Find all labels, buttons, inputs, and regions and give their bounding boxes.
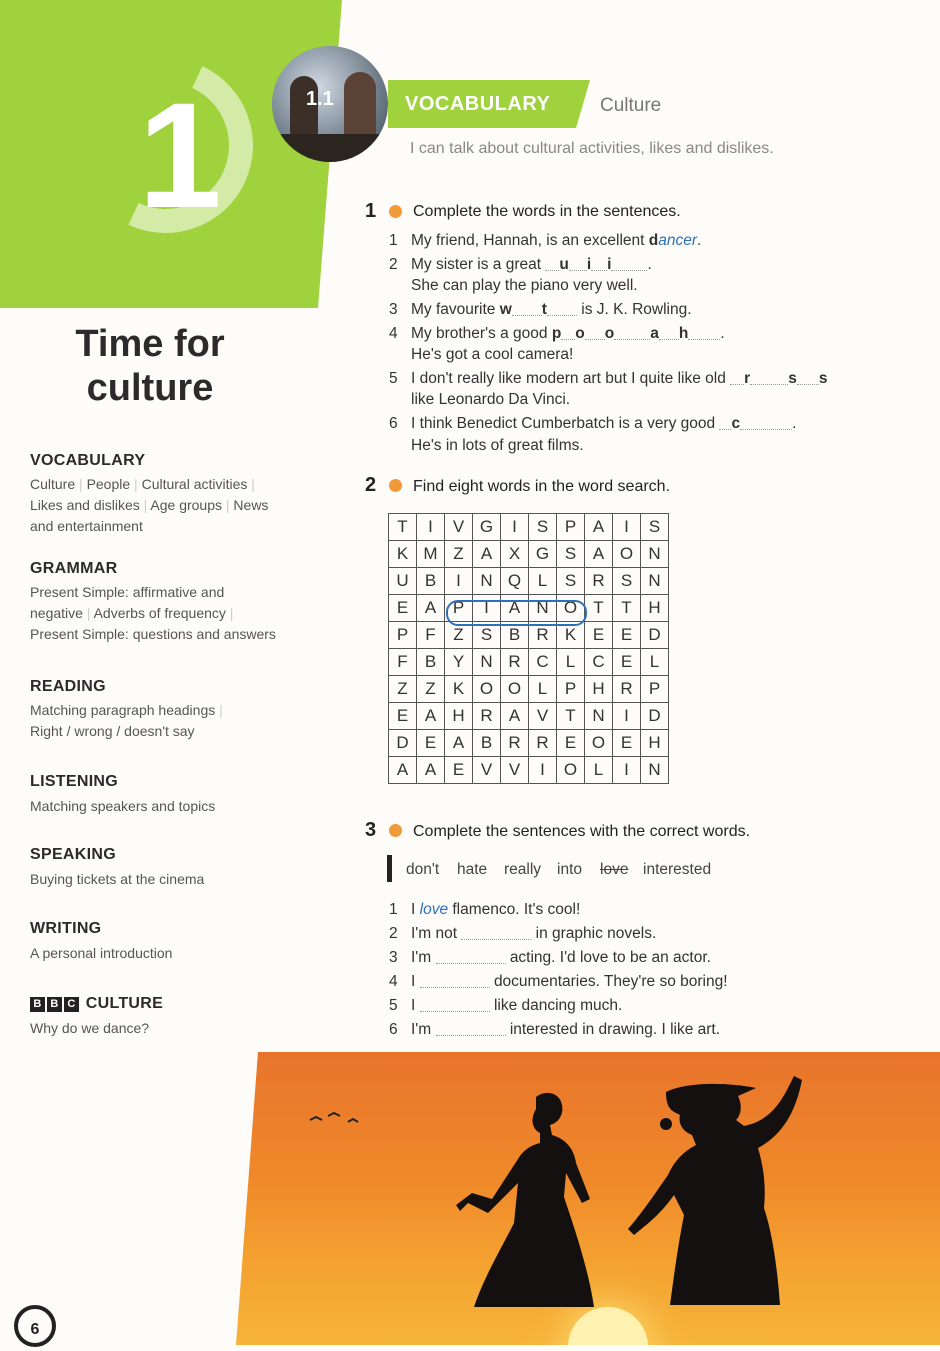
ex1-item-5[interactable]: 5 I don't really like modern art but I quite like old r s s <box>389 370 828 387</box>
ex1-item-3[interactable]: 3 My favourite w t is J. K. Rowling. <box>389 301 692 318</box>
writing-heading: WRITING <box>30 920 102 937</box>
vocabulary-topics: Culture | People | Cultural activities | Likes and dislikes | Age groups | News and entertainment <box>30 476 269 534</box>
word-search-cell[interactable]: T <box>557 703 585 730</box>
word-box-bar <box>387 855 392 882</box>
reading-heading: READING <box>30 678 106 695</box>
word-box-item: into <box>557 861 582 878</box>
word-search-cell[interactable]: L <box>529 676 557 703</box>
speaking-heading: SPEAKING <box>30 846 116 863</box>
word-search-cell[interactable]: N <box>473 568 501 595</box>
word-search-cell[interactable]: A <box>501 703 529 730</box>
word-search-cell[interactable]: X <box>501 541 529 568</box>
word-search-cell[interactable]: U <box>389 568 417 595</box>
word-search-cell[interactable]: S <box>473 622 501 649</box>
word-search-cell[interactable]: E <box>557 730 585 757</box>
ex1-item-6-cont: He's in lots of great films. <box>411 437 584 454</box>
word-search-cell[interactable]: L <box>585 757 613 784</box>
word-search-cell[interactable]: A <box>445 730 473 757</box>
word-search-cell[interactable]: M <box>417 541 445 568</box>
word-search-cell[interactable]: Z <box>445 622 473 649</box>
ex2-number: 2 <box>365 474 377 496</box>
word-search-cell[interactable]: V <box>529 703 557 730</box>
word-search-cell[interactable]: Z <box>445 541 473 568</box>
ex1-item-1: 1 My friend, Hannah, is an excellent dancer. <box>389 232 702 249</box>
word-search-cell[interactable]: A <box>417 757 445 784</box>
ex1-item-4-cont: He's got a cool camera! <box>411 346 574 363</box>
word-search-cell[interactable]: S <box>557 568 585 595</box>
word-search-row <box>389 514 669 541</box>
word-search-cell[interactable]: O <box>585 730 613 757</box>
word-search-cell[interactable]: S <box>641 514 669 541</box>
word-search-cell[interactable]: B <box>417 568 445 595</box>
word-search-cell[interactable]: E <box>585 622 613 649</box>
word-search-row <box>389 649 669 676</box>
bbc-culture-topics: Why do we dance? <box>30 1020 150 1036</box>
word-search-cell[interactable]: A <box>389 757 417 784</box>
word-search-cell[interactable]: R <box>473 703 501 730</box>
word-box-item: interested <box>643 861 712 878</box>
ex1-item-2[interactable]: 2 My sister is a great u i i . <box>389 256 652 273</box>
bbc-culture-heading: B B C CULTURE <box>30 995 163 1013</box>
word-search-cell[interactable]: I <box>501 514 529 541</box>
ex3-item-4[interactable]: 4 I documentaries. They're so boring! <box>389 973 728 990</box>
word-search-cell[interactable]: P <box>557 676 585 703</box>
word-search-cell[interactable]: L <box>641 649 669 676</box>
ex3-item-3[interactable]: 3 I'm acting. I'd love to be an actor. <box>389 949 711 966</box>
listening-heading: LISTENING <box>30 773 119 790</box>
word-search-cell[interactable]: H <box>641 595 669 622</box>
word-search-cell[interactable]: D <box>641 703 669 730</box>
speaking-topics: Buying tickets at the cinema <box>30 871 205 887</box>
word-search-cell[interactable]: V <box>501 757 529 784</box>
word-search-row <box>389 568 669 595</box>
word-search-cell[interactable]: E <box>613 649 641 676</box>
ex3-item-1: 1 I love flamenco. It's cool! <box>389 901 581 918</box>
word-search-cell[interactable]: I <box>613 703 641 730</box>
ex3-item-5[interactable]: 5 I like dancing much. <box>389 997 623 1014</box>
vocabulary-heading: VOCABULARY <box>30 452 146 469</box>
ex3-instruction: Complete the sentences with the correct words. <box>413 823 751 840</box>
word-search-cell[interactable]: I <box>529 757 557 784</box>
word-search-cell[interactable]: S <box>557 541 585 568</box>
ex3-bullet-icon <box>389 824 402 837</box>
ex1-item-5-cont: like Leonardo Da Vinci. <box>411 391 571 408</box>
ex1-instruction: Complete the words in the sentences. <box>413 203 681 220</box>
reading-topics: Matching paragraph headings | Right / wrong / doesn't say <box>30 702 223 739</box>
word-search-cell[interactable]: T <box>613 595 641 622</box>
word-box-item-used: love <box>600 861 629 878</box>
word-search-cell[interactable]: E <box>613 730 641 757</box>
word-search-cell[interactable]: N <box>529 595 557 622</box>
word-search-cell[interactable]: C <box>585 649 613 676</box>
word-search-cell[interactable]: A <box>473 541 501 568</box>
word-search-cell[interactable]: B <box>473 730 501 757</box>
page-number: 6 <box>14 1305 56 1347</box>
ex1-item-4[interactable]: 4 My brother's a good p o o a h . <box>389 325 725 342</box>
word-search-cell[interactable]: B <box>417 649 445 676</box>
word-search-cell[interactable]: G <box>473 514 501 541</box>
word-search-cell[interactable]: I <box>613 514 641 541</box>
ex2-instruction: Find eight words in the word search. <box>413 478 671 495</box>
ex2-bullet-icon <box>389 479 402 492</box>
word-search-cell[interactable]: A <box>501 595 529 622</box>
word-search-cell[interactable]: R <box>529 622 557 649</box>
word-search-cell[interactable]: N <box>641 757 669 784</box>
word-box-item: really <box>504 861 542 878</box>
word-search-cell[interactable]: L <box>557 649 585 676</box>
word-search-cell[interactable]: A <box>417 703 445 730</box>
word-search-row <box>389 757 669 784</box>
word-search-cell[interactable]: E <box>389 595 417 622</box>
bbc-logo-c: C <box>64 997 79 1012</box>
word-search-cell[interactable]: T <box>585 595 613 622</box>
word-search-cell[interactable]: N <box>641 568 669 595</box>
word-search-cell[interactable]: G <box>529 541 557 568</box>
word-search-row <box>389 541 669 568</box>
lesson-type: VOCABULARY <box>405 93 551 115</box>
word-search-cell[interactable]: A <box>417 595 445 622</box>
word-search-cell[interactable]: T <box>389 514 417 541</box>
word-search-cell[interactable]: R <box>529 730 557 757</box>
flamenco-dancers-photo <box>236 1052 940 1345</box>
grammar-topics: Present Simple: affirmative and negative | Adverbs of frequency | Present Simple: questions and answers <box>30 584 276 642</box>
word-search-cell[interactable]: E <box>417 730 445 757</box>
word-search-cell[interactable]: D <box>641 622 669 649</box>
word-search-cell[interactable]: E <box>613 622 641 649</box>
writing-topics: A personal introduction <box>30 945 173 961</box>
word-search-cell[interactable]: N <box>473 649 501 676</box>
listening-topics: Matching speakers and topics <box>30 798 216 814</box>
word-box-item: don't <box>406 861 440 878</box>
word-search-cell[interactable]: F <box>417 622 445 649</box>
word-box-item: hate <box>457 861 488 878</box>
word-search-cell[interactable]: K <box>389 541 417 568</box>
word-search-cell[interactable]: R <box>501 649 529 676</box>
word-search-cell[interactable]: B <box>501 622 529 649</box>
word-search-cell[interactable]: E <box>389 703 417 730</box>
word-search-cell[interactable]: I <box>445 568 473 595</box>
ex1-item-2-cont: She can play the piano very well. <box>411 277 638 294</box>
word-search-cell[interactable]: N <box>585 703 613 730</box>
word-search-cell[interactable]: K <box>445 676 473 703</box>
word-search-cell[interactable]: R <box>585 568 613 595</box>
word-search-row <box>389 730 669 757</box>
word-search-cell[interactable]: D <box>389 730 417 757</box>
lesson-number: 1.1 <box>306 88 334 110</box>
word-search-cell[interactable]: L <box>529 568 557 595</box>
word-search-cell[interactable]: Z <box>417 676 445 703</box>
lesson-objective: I can talk about cultural activities, likes and dislikes. <box>410 140 774 157</box>
word-search-cell[interactable]: C <box>529 649 557 676</box>
word-search-cell[interactable]: O <box>557 757 585 784</box>
found-word-highlight <box>446 600 587 626</box>
ex1-item-6[interactable]: 6 I think Benedict Cumberbatch is a very good c . <box>389 415 797 432</box>
dancer-silhouettes <box>236 1052 940 1345</box>
word-search-cell[interactable]: I <box>473 595 501 622</box>
word-search-cell[interactable]: I <box>613 757 641 784</box>
word-search-cell[interactable]: O <box>613 541 641 568</box>
bbc-logo-b2: B <box>47 997 62 1012</box>
word-search-cell[interactable]: P <box>389 622 417 649</box>
word-search-cell[interactable]: O <box>501 676 529 703</box>
word-search-cell[interactable]: Q <box>501 568 529 595</box>
ex3-item-6[interactable]: 6 I'm interested in drawing. I like art. <box>389 1021 721 1038</box>
grammar-heading: GRAMMAR <box>30 560 118 577</box>
word-search-cell[interactable]: A <box>585 514 613 541</box>
ex3-item-2[interactable]: 2 I'm not in graphic novels. <box>389 925 657 942</box>
word-search-cell[interactable]: O <box>557 595 585 622</box>
unit-number: 1 <box>138 71 222 239</box>
word-search-cell[interactable]: O <box>473 676 501 703</box>
lesson-topic: Culture <box>600 95 662 116</box>
word-search-cell[interactable]: P <box>445 595 473 622</box>
word-search-cell[interactable]: V <box>445 514 473 541</box>
word-search-cell[interactable]: A <box>585 541 613 568</box>
word-search-cell[interactable]: P <box>557 514 585 541</box>
word-search-cell[interactable]: E <box>445 757 473 784</box>
word-search-cell[interactable]: N <box>641 541 669 568</box>
word-search-grid[interactable] <box>388 513 669 784</box>
ex1-bullet-icon <box>389 205 402 218</box>
word-search-cell[interactable]: Z <box>389 676 417 703</box>
ex1-number: 1 <box>365 200 377 222</box>
ex3-number: 3 <box>365 819 377 841</box>
word-search-cell[interactable]: V <box>473 757 501 784</box>
word-search-row <box>389 703 669 730</box>
word-search-cell[interactable]: H <box>445 703 473 730</box>
word-search-cell[interactable]: R <box>501 730 529 757</box>
word-search-cell[interactable]: S <box>529 514 557 541</box>
word-search-cell[interactable]: Y <box>445 649 473 676</box>
word-search-cell[interactable]: H <box>641 730 669 757</box>
word-search-row <box>389 676 669 703</box>
word-search-cell[interactable]: R <box>613 676 641 703</box>
word-search-cell[interactable]: S <box>613 568 641 595</box>
bbc-logo-b1: B <box>30 997 45 1012</box>
word-search-cell[interactable]: H <box>585 676 613 703</box>
word-search-cell[interactable]: I <box>417 514 445 541</box>
word-search-cell[interactable]: F <box>389 649 417 676</box>
word-search-cell[interactable]: K <box>557 622 585 649</box>
unit-title: Time for culture <box>75 323 225 409</box>
word-search-cell[interactable]: P <box>641 676 669 703</box>
